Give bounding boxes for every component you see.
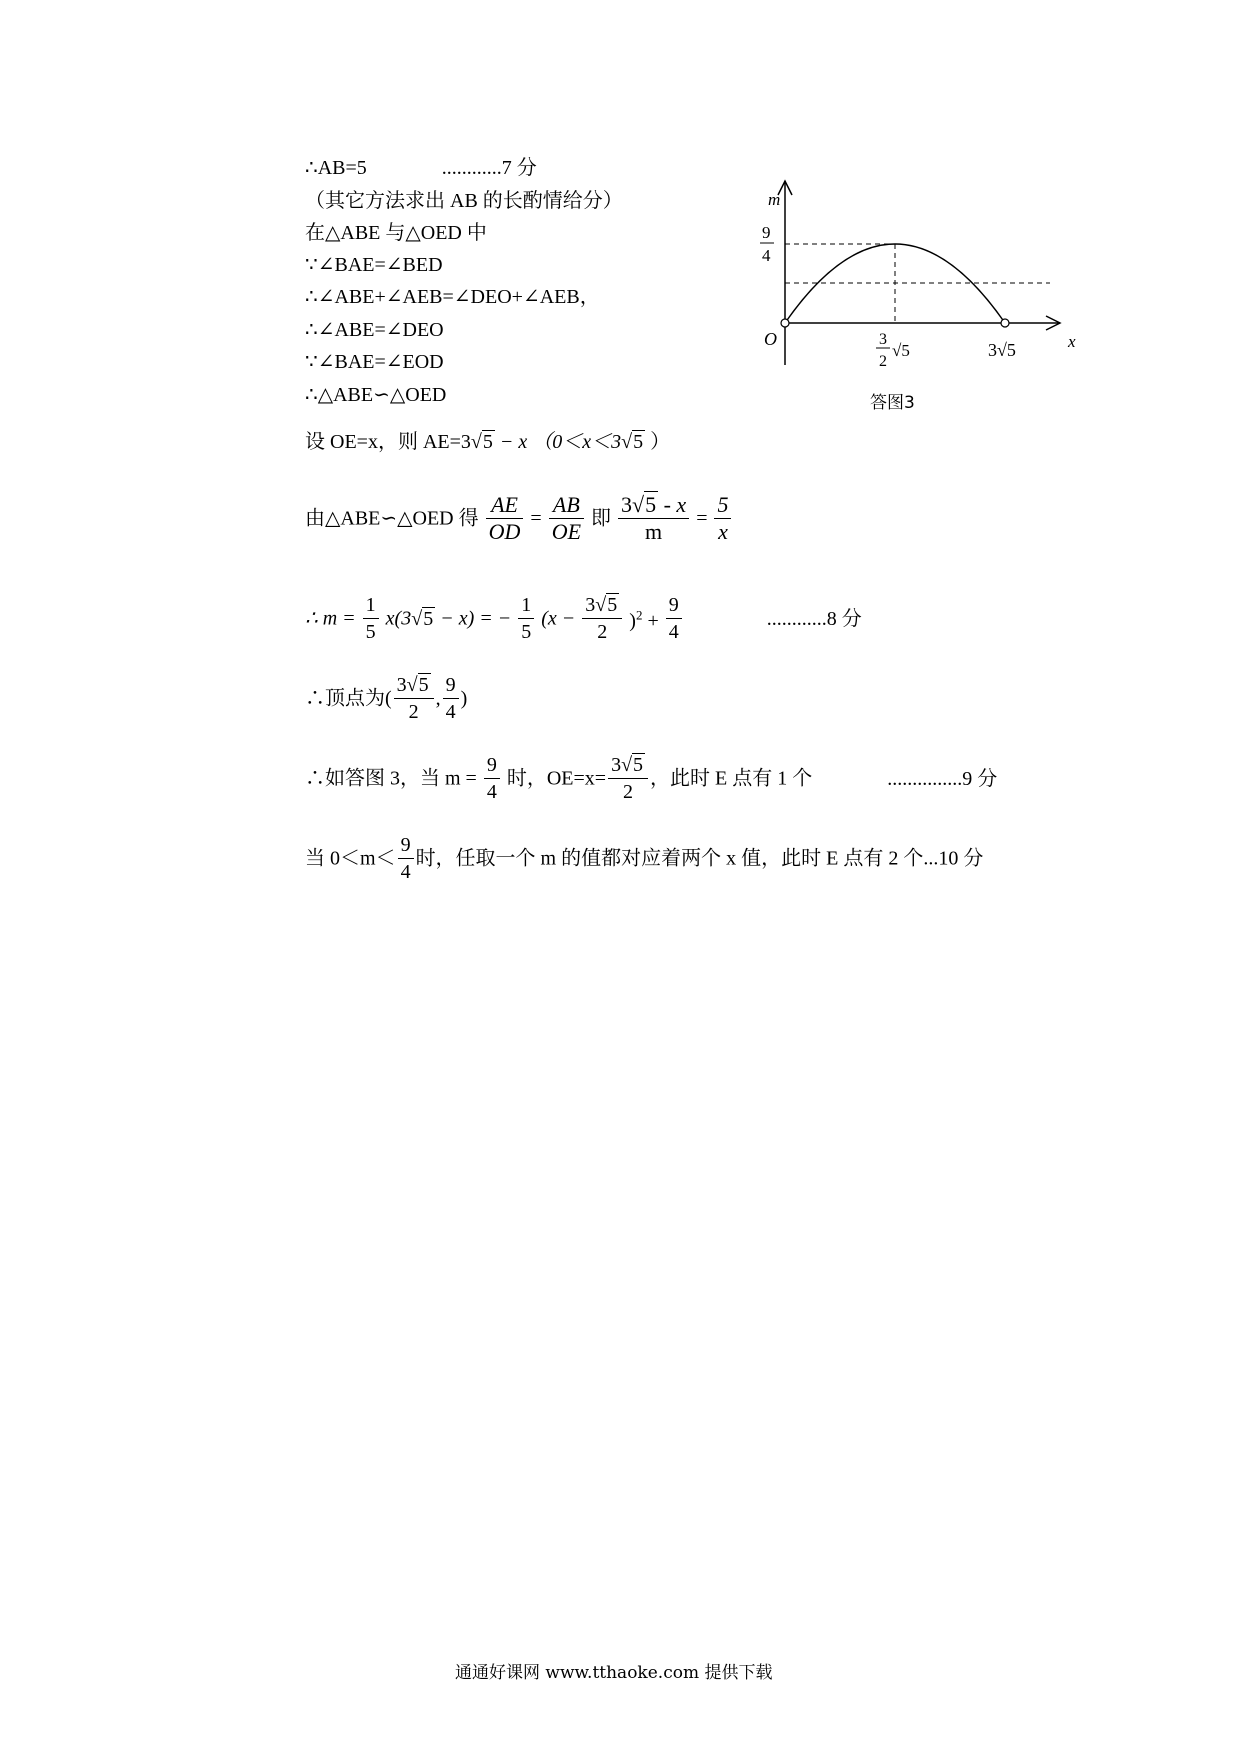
line-ab-equals-5: ∴AB=5 ............7 分 — [305, 157, 537, 179]
frac-5-x: $\frac{5}{x}$ — [714, 492, 731, 545]
line-set-oe: 设 OE=x，则 AE=3√5 − x （0＜x＜3√5 ） — [305, 431, 671, 453]
parabola-figure — [740, 175, 1080, 415]
x-tick1-num: 3 — [879, 331, 887, 348]
figure-caption: 答图3 — [870, 393, 915, 413]
frac-ab-oe: $\frac{AB}{OE}$ — [549, 492, 584, 545]
line-because-2: ∵∠BAE=∠EOD — [305, 351, 444, 373]
x-tick1-rad: √5 — [892, 341, 910, 360]
frac-ae-m: $\frac{3√5 - x}{m}$ — [618, 492, 689, 545]
x-axis-label: x — [1068, 332, 1076, 351]
line-therefore-angle: ∴∠ABE=∠DEO — [305, 319, 444, 341]
line-vertex: ∴顶点为( $\frac{3√5}{2}$ , $\frac{9}{4}$ ) — [305, 674, 468, 723]
origin-open-point — [781, 319, 789, 327]
score-8: ............8 分 — [766, 607, 862, 630]
y-tick-den: 4 — [762, 246, 771, 265]
x-tick1-den: 2 — [879, 353, 887, 370]
frac-ae-od: $\frac{AE}{OD}$ — [486, 492, 524, 545]
footer: 通通好课网 www.tthaoke.com 提供下载 — [455, 1663, 773, 1683]
line-because-1: ∵∠BAE=∠BED — [305, 254, 443, 276]
score-9: ...............9 分 — [887, 767, 998, 790]
line-ratio: 由△ABE∽△OED 得 $\frac{AE}{OD}$ = $\frac{AB}{OE}$ 即 $\frac{3√5 - x}{m}$ = $\frac{5}{x}$ — [305, 492, 733, 545]
line-similar: ∴△ABE∽△OED — [305, 384, 447, 406]
y-axis-label: m — [768, 190, 781, 209]
line-m-expression: ∴ m = $\frac{1}{5}$ x(3√5 − x) = − $\frac{1}{5}$ (x − $\frac{3√5}{2}$ )$^2$ + $\frac{9}{4}$ ............8 分 — [305, 594, 862, 643]
line-case-two: 当 0＜m＜ $\frac{9}{4}$ 时，任取一个 m 的值都对应着两个 x 值，此时 E 点有 2 个...10 分 — [305, 834, 984, 883]
line-other-methods: （其它方法求出 AB 的长酌情给分） — [305, 190, 623, 212]
line-therefore-sum: ∴∠ABE+∠AEB=∠DEO+∠AEB， — [305, 286, 600, 308]
line-triangles: 在△ABE 与△OED 中 — [305, 222, 487, 244]
y-tick-num: 9 — [762, 223, 771, 242]
score-7: ............7 分 — [441, 157, 537, 179]
end-open-point — [1001, 319, 1009, 327]
line-case-one: ∴如答图 3，当 m = $\frac{9}{4}$ 时，OE=x= $\frac{3√5}{2}$ ，此时 E 点有 1 个 ...............9 分 — [305, 754, 998, 803]
origin-label: O — [764, 329, 777, 349]
x-tick2-label: 3√5 — [988, 340, 1016, 360]
